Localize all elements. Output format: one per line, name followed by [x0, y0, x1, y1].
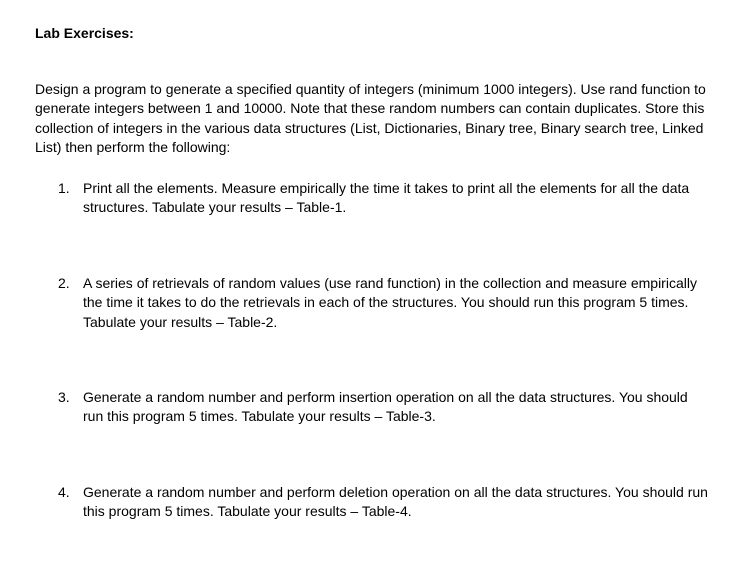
list-item-number: 2. — [58, 275, 70, 291]
list-item-text: A series of retrievals of random values (use rand function) in the collection and measure empirically the time it takes to do the retrievals in each of the structures. You should run this program 5 times. Tabulate your results – Table-2. — [83, 275, 697, 330]
list-item-number: 1. — [58, 180, 70, 196]
list-item-number: 4. — [58, 484, 70, 500]
list-item-text: Generate a random number and perform insertion operation on all the data structures. You should run this program 5 times. Tabulate your results – Table-3. — [83, 389, 688, 425]
list-item-text: Print all the elements. Measure empirically the time it takes to print all the elements for all the data structures. Tabulate your results – Table-1. — [83, 180, 690, 216]
intro-paragraph: Design a program to generate a specified quantity of integers (minimum 1000 integers). Use rand function to generate integers between 1 and 10000. Note that these random numbers can contain duplicates. Store this collection of integers in the various data structures (List, Dictionaries, Binary tree, Binary search tree, Linked List) then perform the following: — [35, 81, 706, 156]
list-item-number: 3. — [58, 389, 70, 405]
document-heading: Lab Exercises: — [35, 25, 134, 41]
list-item-text: Generate a random number and perform deletion operation on all the data structures. You should run this program 5 times. Tabulate your results – Table-4. — [83, 484, 708, 520]
